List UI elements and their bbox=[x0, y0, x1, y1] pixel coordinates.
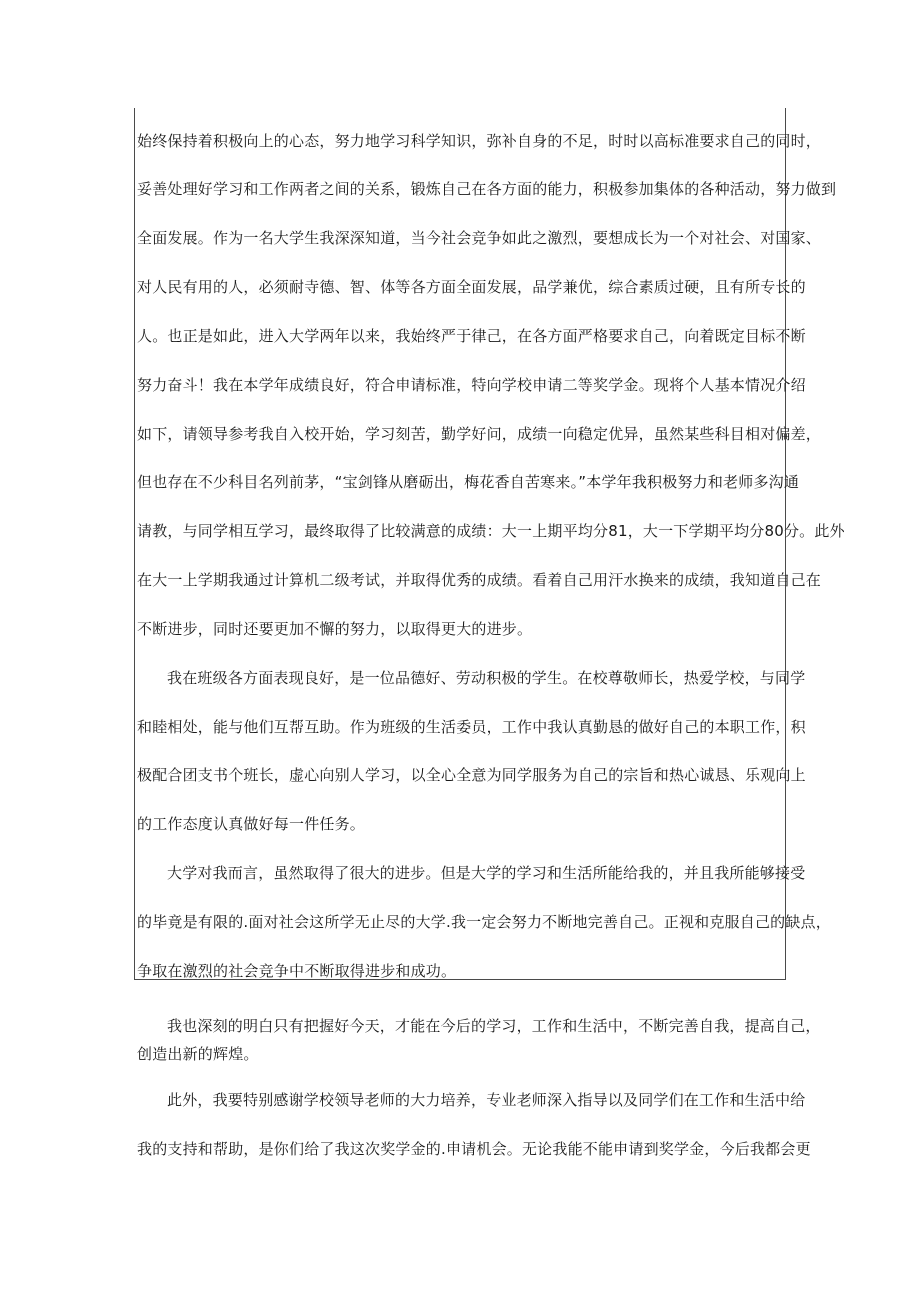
paragraph-line: 不断进步，同时还要更加不懈的努力，以取得更大的进步。 bbox=[137, 620, 533, 638]
paragraph-line: 争取在激烈的社会竞争中不断取得进步和成功。 bbox=[137, 962, 457, 980]
paragraph-line: 在大一上学期我通过计算机二级考试，并取得优秀的成绩。看着自己用汗水换来的成绩，我知道自己在 bbox=[137, 571, 822, 589]
paragraph-line: 始终保持着积极向上的心态，努力地学习科学知识，弥补自身的不足，时时以高标准要求自己的同时， bbox=[137, 132, 822, 150]
paragraph-line: 努力奋斗！我在本学年成绩良好，符合申请标准，特向学校申请二等奖学金。现将个人基本情况介绍 bbox=[137, 376, 806, 394]
paragraph-line: 妥善处理好学习和工作两者之间的关系，锻炼自己在各方面的能力，积极参加集体的各种活动，努力做到 bbox=[137, 180, 837, 198]
paragraph-line: 对人民有用的人，必须耐寺德、智、体等各方面全面发展，品学兼优，综合素质过硬，且有所专长的 bbox=[137, 278, 806, 296]
paragraph-line: 我的支持和帮助，是你们给了我这次奖学金的.申请机会。无论我能不能申请到奖学金，今后我都会更 bbox=[137, 1140, 811, 1158]
paragraph-line: 创造出新的辉煌。 bbox=[137, 1045, 259, 1063]
paragraph-line: 的工作态度认真做好每一件任务。 bbox=[137, 815, 366, 833]
paragraph-line: 我在班级各方面表现良好，是一位品德好、劳动积极的学生。在校尊敬师长，热爱学校，与同学 bbox=[167, 669, 806, 687]
paragraph-line: 请教，与同学相互学习，最终取得了比较满意的成绩：大一上期平均分81，大一下学期平均分80分。此外 bbox=[137, 522, 845, 540]
paragraph-line: 大学对我而言，虽然取得了很大的进步。但是大学的学习和生活所能给我的，并且我所能够接受 bbox=[167, 864, 806, 882]
paragraph-line: 极配合团支书个班长，虚心向别人学习，以全心全意为同学服务为自己的宗旨和热心诚恳、乐观向上 bbox=[137, 766, 806, 784]
paragraph-line: 和睦相处，能与他们互帮互助。作为班级的生活委员，工作中我认真勤恳的做好自己的本职工作，积 bbox=[137, 718, 806, 736]
paragraph-line: 如下，请领导参考我自入校开始，学习刻苦，勤学好问，成绩一向稳定优异，虽然某些科目相对偏差， bbox=[137, 425, 822, 443]
paragraph-line: 我也深刻的明白只有把握好今天，才能在今后的学习，工作和生活中，不断完善自我，提高自己， bbox=[167, 1017, 821, 1035]
paragraph-line: 全面发展。作为一名大学生我深深知道，当今社会竞争如此之激烈，要想成长为一个对社会、对国家、 bbox=[137, 229, 822, 247]
paragraph-line: 的毕竟是有限的.面对社会这所学无止尽的大学.我一定会努力不断地完善自己。正视和克服自己的缺点， bbox=[137, 913, 831, 931]
paragraph-line: 人。也正是如此，进入大学两年以来，我始终严于律己，在各方面严格要求自己，向着既定目标不断 bbox=[137, 327, 806, 345]
paragraph-line: 但也存在不少科目名列前茅，“宝剑锋从磨砺出，梅花香自苦寒来。”本学年我积极努力和老师多沟通 bbox=[137, 473, 800, 491]
paragraph-line: 此外，我要特别感谢学校领导老师的大力培养，专业老师深入指导以及同学们在工作和生活中给 bbox=[167, 1091, 806, 1109]
